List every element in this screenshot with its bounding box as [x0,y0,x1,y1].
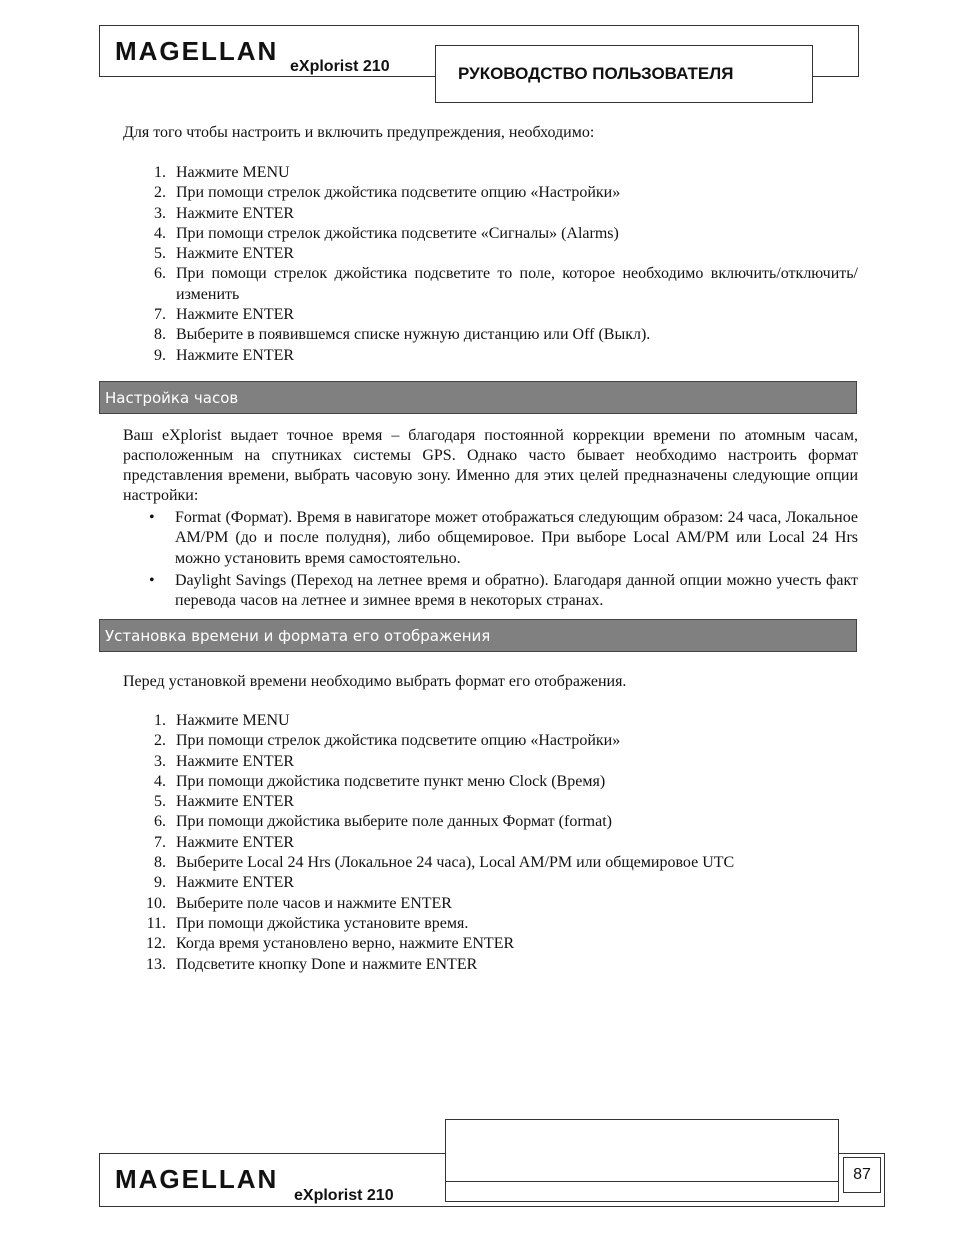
alarm-step-item [140,183,858,203]
time-step-item [140,833,858,853]
alarm-steps-list [140,163,858,366]
step-number: 4. [154,224,166,242]
step-text: Подсветите кнопку Done и нажмите ENTER [176,955,478,973]
step-number: 6. [154,813,166,831]
step-text: Нажмите MENU [176,712,290,729]
step-text: При помощи джойстика выберите поле данных Формат (format) [176,813,612,831]
bullet-text: Daylight Savings (Переход на летнее время и обратно). Благодаря данной опции можно учесть факт перевода часов на летнее и зимнее время в некоторых странах. [175,571,858,610]
step-number: 3. [154,204,166,222]
section-clock-paragraph: Ваш eXplorist выдает точное время – благодаря постоянной коррекции времени по атомным часам, расположенным на спутниках системы GPS. Однако часто бывает необходимо настроить формат представления времени, выбрать часовую зону. Именно для этих целей предназначены следующие опции настройки: [123,427,858,504]
step-text: Нажмите ENTER [176,346,295,364]
clock-bullet-item [123,571,858,612]
section-time-intro: Перед установкой времени необходимо выбрать формат его отображения. [123,673,627,690]
time-step-item [140,792,858,812]
section-clock-header [99,381,857,414]
time-step-item [140,853,858,873]
step-text: Выберите в появившемся списке нужную дистанцию или Off (Выкл). [176,326,651,344]
section-time-header [99,619,857,652]
alarm-step-item [140,244,858,264]
footer-blank-box [445,1119,839,1182]
section-clock-bullets [123,508,858,613]
step-number: 5. [154,793,166,811]
step-number: 13. [146,955,166,973]
section-clock-title: Настройка часов [105,388,239,407]
time-step-item [140,955,858,975]
step-text: Нажмите ENTER [176,752,295,770]
step-number: 3. [154,752,166,770]
time-steps-list [140,711,858,975]
step-number: 5. [154,245,166,263]
time-step-item [140,934,858,954]
step-number: 8. [154,326,166,344]
intro-text: Для того чтобы настроить и включить предупреждения, необходимо: [123,124,595,141]
step-number: 12. [146,935,166,953]
alarm-step-item [140,325,858,345]
bullet-icon: • [149,571,155,589]
step-number: 10. [146,894,166,912]
time-step-item [140,873,858,893]
step-number: 7. [154,306,166,324]
step-text: При помощи джойстика установите время. [176,914,469,932]
step-number: 9. [154,874,166,892]
step-text: Нажмите MENU [176,164,290,181]
step-text: Нажмите ENTER [176,245,295,263]
step-text: При помощи стрелок джойстика подсветите опцию «Настройки» [176,732,621,750]
step-number: 1. [154,712,166,729]
step-text: При помощи стрелок джойстика подсветите опцию «Настройки» [176,184,621,202]
time-step-item [140,894,858,914]
footer-blank-strip [445,1181,839,1202]
step-text: Нажмите ENTER [176,833,295,851]
step-number: 8. [154,854,166,872]
step-number: 9. [154,346,166,364]
footer-logo: MAGELLAN [115,1164,279,1194]
guide-title-box [435,45,813,103]
step-text: Выберите поле часов и нажмите ENTER [176,894,452,912]
header-model: eXplorist 210 [290,58,390,75]
time-step-item [140,772,858,792]
clock-bullet-item [123,508,858,569]
step-text: При помощи стрелок джойстика подсветите то поле, которое необходимо включить/отключить/изменить [176,265,858,303]
step-text: При помощи джойстика подсветите пункт меню Clock (Время) [176,772,606,790]
step-text: Нажмите ENTER [176,204,295,222]
alarm-step-item [140,163,858,183]
step-text: Когда время установлено верно, нажмите ENTER [176,935,515,953]
step-number: 6. [154,265,166,283]
step-text: Нажмите ENTER [176,874,295,892]
step-text: При помощи стрелок джойстика подсветите «Сигналы» (Alarms) [176,224,619,242]
bullet-text: Format (Формат). Время в навигаторе может отображаться следующим образом: 24 часа, Локальное AM/PM (до и после полудня), либо общемировое. При выборе Local AM/PM или Local 24 Hrs можно установить время самостоятельно. [175,509,858,567]
step-number: 7. [154,833,166,851]
time-step-item [140,914,858,934]
alarm-step-item [140,264,858,305]
section-time-title: Установка времени и формата его отображения [105,626,491,645]
step-text: Нажмите ENTER [176,306,295,324]
step-text: Выберите Local 24 Hrs (Локальное 24 часа), Local AM/PM или общемировое UTC [176,854,735,872]
step-number: 2. [154,184,166,202]
time-step-item [140,752,858,772]
step-number: 11. [146,914,166,932]
alarm-step-item [140,305,858,325]
time-step-item [140,731,858,751]
time-step-item [140,812,858,832]
page-number: 87 [843,1157,881,1193]
alarm-step-item [140,346,858,366]
time-step-item [140,711,858,731]
alarm-step-item [140,224,858,244]
header-logo: MAGELLAN [115,36,279,66]
bullet-icon: • [149,509,155,526]
step-number: 4. [154,772,166,790]
step-number: 1. [154,164,166,181]
footer-model: eXplorist 210 [294,1187,394,1204]
guide-title: РУКОВОДСТВО ПОЛЬЗОВАТЕЛЯ [458,64,734,83]
step-text: Нажмите ENTER [176,793,295,811]
alarm-step-item [140,204,858,224]
step-number: 2. [154,732,166,750]
